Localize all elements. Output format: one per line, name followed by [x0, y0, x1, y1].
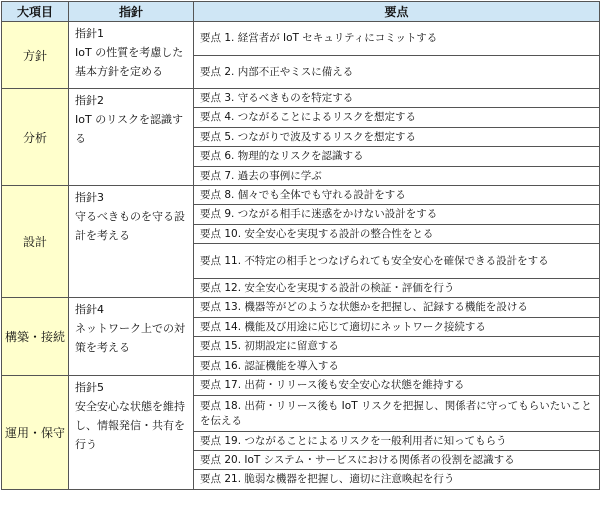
guideline-cell [69, 298, 194, 376]
point-cell: 要点 16. 認証機能を導入する [194, 357, 600, 376]
category-cell: 方針 [2, 22, 69, 89]
guideline-text: 守るべきものを守る設計を考える [75, 210, 185, 242]
point-cell: 要点 3. 守るべきものを特定する [194, 89, 600, 108]
guideline-text: 安全安心な状態を維持し、情報発信・共有を行う [75, 400, 185, 451]
table-header [2, 2, 600, 22]
table-row [2, 89, 600, 108]
guideline-number: 指針3 [75, 191, 104, 204]
guideline-cell [69, 22, 194, 89]
table-row [2, 376, 600, 396]
point-cell: 要点 5. つながりで波及するリスクを想定する [194, 128, 600, 147]
point-cell: 要点 13. 機器等がどのような状態かを把握し、記録する機能を設ける [194, 298, 600, 318]
guideline-cell [69, 376, 194, 490]
point-cell: 要点 15. 初期設定に留意する [194, 337, 600, 357]
guideline-cell [69, 186, 194, 298]
point-cell: 要点 12. 安全安心を実現する設計の検証・評価を行う [194, 279, 600, 298]
category-cell: 分析 [2, 89, 69, 186]
guideline-table [1, 1, 600, 490]
point-cell: 要点 9. つながる相手に迷惑をかけない設計をする [194, 205, 600, 225]
category-cell: 運用・保守 [2, 376, 69, 490]
table-row [2, 298, 600, 318]
point-cell: 要点 20. IoT システム・サービスにおける関係者の役割を認識する [194, 451, 600, 470]
point-cell: 要点 21. 脆弱な機器を把握し、適切に注意喚起を行う [194, 470, 600, 490]
point-cell: 要点 7. 過去の事例に学ぶ [194, 167, 600, 186]
table-row [2, 22, 600, 56]
header-points: 要点 [194, 2, 600, 22]
point-cell: 要点 10. 安全安心を実現する設計の整合性をとる [194, 225, 600, 244]
guideline-number: 指針5 [75, 381, 104, 394]
guideline-number: 指針2 [75, 94, 104, 107]
table-row [2, 186, 600, 205]
guideline-text: ネットワーク上での対策を考える [75, 322, 185, 354]
point-cell: 要点 17. 出荷・リリース後も安全安心な状態を維持する [194, 376, 600, 396]
point-cell: 要点 18. 出荷・リリース後も IoT リスクを把握し、関係者に守ってもらいたいことを伝える [194, 396, 600, 432]
guideline-text: IoT のリスクを認識する [75, 113, 183, 145]
table-body [2, 22, 600, 490]
guideline-text: IoT の性質を考慮した基本方針を定める [75, 46, 184, 78]
guideline-number: 指針1 [75, 27, 104, 40]
header-row [2, 2, 600, 22]
point-cell: 要点 11. 不特定の相手とつなげられても安全安心を確保できる設計をする [194, 244, 600, 279]
point-cell: 要点 6. 物理的なリスクを認識する [194, 147, 600, 167]
point-cell: 要点 19. つながることによるリスクを一般利用者に知ってもらう [194, 432, 600, 451]
point-cell: 要点 4. つながることによるリスクを想定する [194, 108, 600, 128]
guideline-number: 指針4 [75, 303, 104, 316]
category-cell: 構築・接続 [2, 298, 69, 376]
point-cell: 要点 2. 内部不正やミスに備える [194, 56, 600, 89]
header-category: 大項目 [2, 2, 69, 22]
point-cell: 要点 1. 経営者が IoT セキュリティにコミットする [194, 22, 600, 56]
guideline-cell [69, 89, 194, 186]
header-guideline: 指針 [69, 2, 194, 22]
point-cell: 要点 8. 個々でも全体でも守れる設計をする [194, 186, 600, 205]
category-cell: 設計 [2, 186, 69, 298]
point-cell: 要点 14. 機能及び用途に応じて適切にネットワーク接続する [194, 318, 600, 337]
